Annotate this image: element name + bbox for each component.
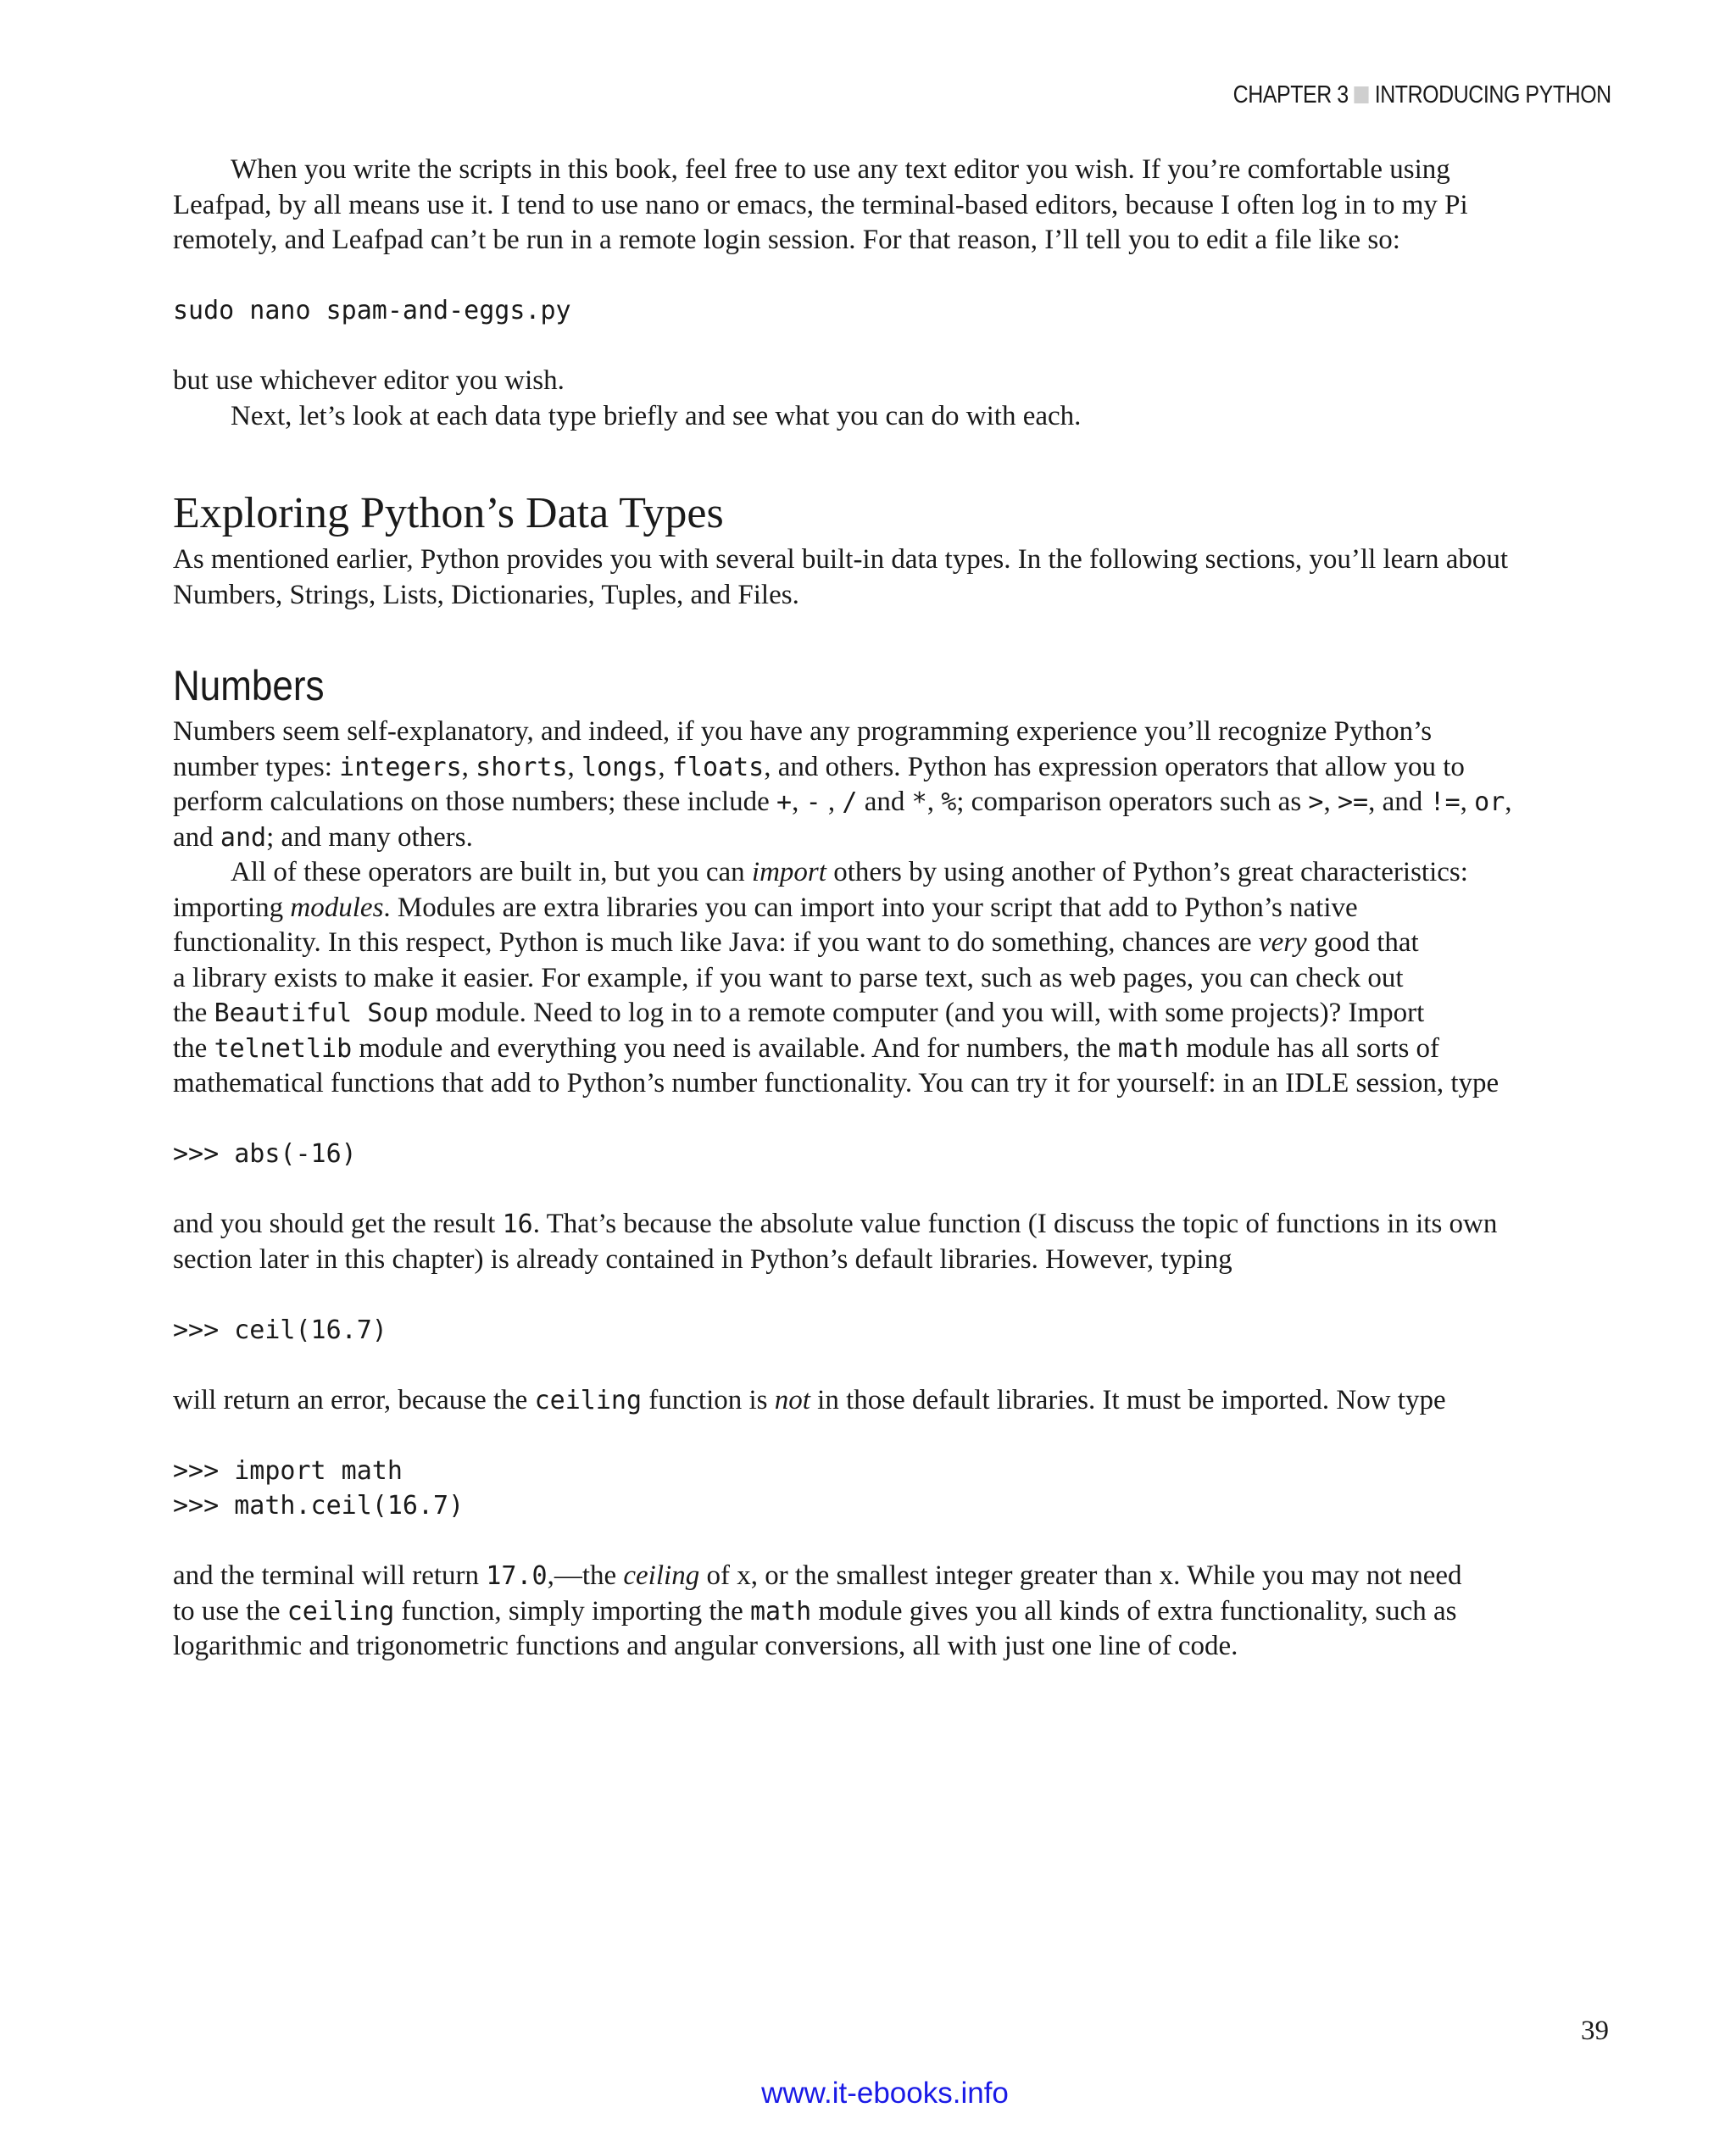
paragraph-line: to use the ceiling function, simply importing the math module gives you all kinds of extra functionality, such as xyxy=(173,1595,1457,1627)
running-header xyxy=(1233,81,1611,109)
paragraph-line: the Beautiful Soup module. Need to log in to a remote computer (and you will, with some projects)? Import xyxy=(173,998,1425,1028)
paragraph-line: importing modules. Modules are extra libraries you can import into your script that add to Python’s native xyxy=(173,892,1358,923)
paragraph-line: mathematical functions that add to Python’s number functionality. You can try it for yourself: in an IDLE session, type xyxy=(173,1068,1500,1098)
code-line: >>> math.ceil(16.7) xyxy=(173,1491,465,1521)
paragraph-line: Leafpad, by all means use it. I tend to use nano or emacs, the terminal-based editors, because I often log in to my Pi xyxy=(173,189,1468,220)
chapter-title: INTRODUCING PYTHON xyxy=(1374,81,1611,108)
paragraph-line: All of these operators are built in, but you can import others by using another of Python’s great characteristics: xyxy=(231,857,1468,887)
paragraph-line: perform calculations on those numbers; these include +, - , / and *, %; comparison operators such as >, >=, and !=, or, xyxy=(173,787,1512,817)
paragraph-line: a library exists to make it easier. For example, if you want to parse text, such as web pages, you can check out xyxy=(173,962,1404,993)
paragraph-line: Numbers seem self-explanatory, and indeed, if you have any programming experience you’ll recognize Python’s xyxy=(173,716,1433,747)
code-line: sudo nano spam-and-eggs.py xyxy=(173,296,571,325)
paragraph-line: Next, let’s look at each data type briefly and see what you can do with each. xyxy=(231,400,1082,431)
code-line: >>> abs(-16) xyxy=(173,1139,357,1169)
paragraph-line: As mentioned earlier, Python provides you with several built-in data types. In the following sections, you’ll learn about xyxy=(173,544,1509,575)
paragraph-line: Numbers, Strings, Lists, Dictionaries, Tuples, and Files. xyxy=(173,579,799,610)
header-separator-square xyxy=(1355,86,1369,103)
subsection-heading: Numbers xyxy=(173,662,325,709)
paragraph-line: logarithmic and trigonometric functions and angular conversions, all with just one line of code. xyxy=(173,1631,1238,1661)
paragraph-line: and and; and many others. xyxy=(173,821,473,853)
paragraph-line: When you write the scripts in this book, feel free to use any text editor you wish. If you’re comfortable using xyxy=(231,154,1450,185)
section-heading: Exploring Python’s Data Types xyxy=(173,489,724,537)
paragraph-line: but use whichever editor you wish. xyxy=(173,365,565,396)
paragraph-line: and you should get the result 16. That’s because the absolute value function (I discuss the topic of functions in its own xyxy=(173,1209,1498,1239)
paragraph-line: number types: integers, shorts, longs, floats, and others. Python has expression operators that allow you to xyxy=(173,751,1465,782)
page-body xyxy=(173,153,1614,1665)
paragraph-line: functionality. In this respect, Python is much like Java: if you want to do something, chances are very good that xyxy=(173,927,1419,958)
footer-link[interactable]: www.it-ebooks.info xyxy=(761,2077,1009,2110)
chapter-label: CHAPTER 3 xyxy=(1232,81,1349,108)
paragraph-line: remotely, and Leafpad can’t be run in a remote login session. For that reason, I’ll tell you to edit a file like so: xyxy=(173,225,1400,255)
page-number: 39 xyxy=(1581,2016,1609,2046)
paragraph-line: section later in this chapter) is already contained in Python’s default libraries. However, typing xyxy=(173,1243,1232,1275)
paragraph-line: the telnetlib module and everything you need is available. And for numbers, the math module has all sorts of xyxy=(173,1032,1440,1064)
code-line: >>> ceil(16.7) xyxy=(173,1315,387,1345)
paragraph-line: will return an error, because the ceiling function is not in those default libraries. It must be imported. Now type xyxy=(173,1384,1446,1415)
code-line: >>> import math xyxy=(173,1455,403,1486)
paragraph-line: and the terminal will return 17.0,—the ceiling of x, or the smallest integer greater than x. While you may not need xyxy=(173,1560,1462,1591)
